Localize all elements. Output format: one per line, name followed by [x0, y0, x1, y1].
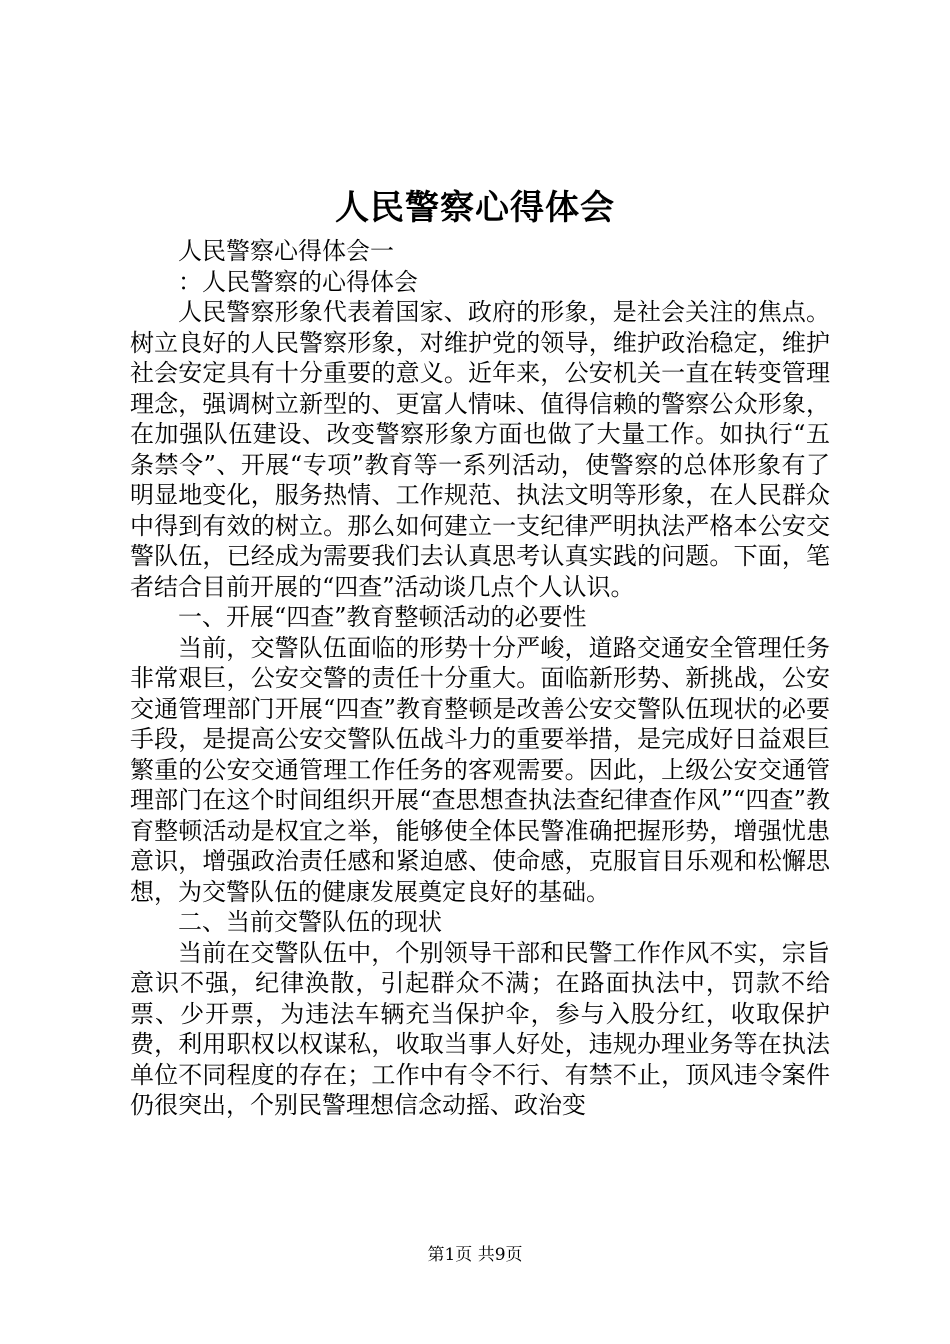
body-paragraph: 人民警察形象代表着国家、政府的形象，是社会关注的焦点。树立良好的人民警察形象，对维护党的领导，维护政治稳定，维护社会安定具有十分重要的意义。近年来，公安机关一直在转变管理理念，强调树立新型的、更富人情味、值得信赖的警察公众形象，在加强队伍建设、改变警察形象方面也做了大量工作。如执行“五条禁令”、开展“专项”教育等一系列活动，使警察的总体形象有了明显地变化，服务热情、工作规范、执法文明等形象，在人民群众中得到有效的树立。那么如何建立一支纪律严明执法严格本公安交警队伍，已经成为需要我们去认真思考认真实践的问题。下面，笔者结合目前开展的“四查”活动谈几点个人认识。 [130, 298, 830, 601]
body-paragraph: 当前，交警队伍面临的形势十分严峻，道路交通安全管理任务非常艰巨，公安交警的责任十分重大。面临新形势、新挑战，公安交通管理部门开展“四查”教育整顿是改善公安交警队伍现状的必要手段，是提高公安交警队伍战斗力的重要举措，是完成好日益艰巨繁重的公安交通管理工作任务的客观需要。因此，上级公安交通管理部门在这个时间组织开展“查思想查执法查纪律查作风”“四查”教育整顿活动是权宜之举，能够使全体民警准确把握形势，增强忧患意识，增强政治责任感和紧迫感、使命感，克服盲目乐观和松懈思想，为交警队伍的健康发展奠定良好的基础。 [130, 633, 830, 906]
section-heading: 二、当前交警队伍的现状 [178, 908, 442, 936]
body-paragraph: 当前在交警队伍中，个别领导干部和民警工作作风不实，宗旨意识不强，纪律涣散，引起群众不满；在路面执法中，罚款不给票、少开票，为违法车辆充当保护伞，参与入股分红，收取保护费，利用职权以权谋私，收取当事人好处，违规办理业务等在执法单位不同程度的存在；工作中有令不行、有禁不止，顶风违令案件仍很突出，个别民警理想信念动摇、政治变 [130, 938, 830, 1119]
section-heading: 一、开展“四查”教育整顿活动的必要性 [178, 603, 587, 631]
section-heading: 人民警察心得体会一 [178, 237, 394, 265]
document-body [130, 236, 830, 1121]
subsection-heading: ：人民警察的心得体会 [178, 267, 418, 296]
document-title: 人民警察心得体会 [335, 188, 615, 228]
page-footer: 第1页 共9页 [427, 1245, 523, 1265]
